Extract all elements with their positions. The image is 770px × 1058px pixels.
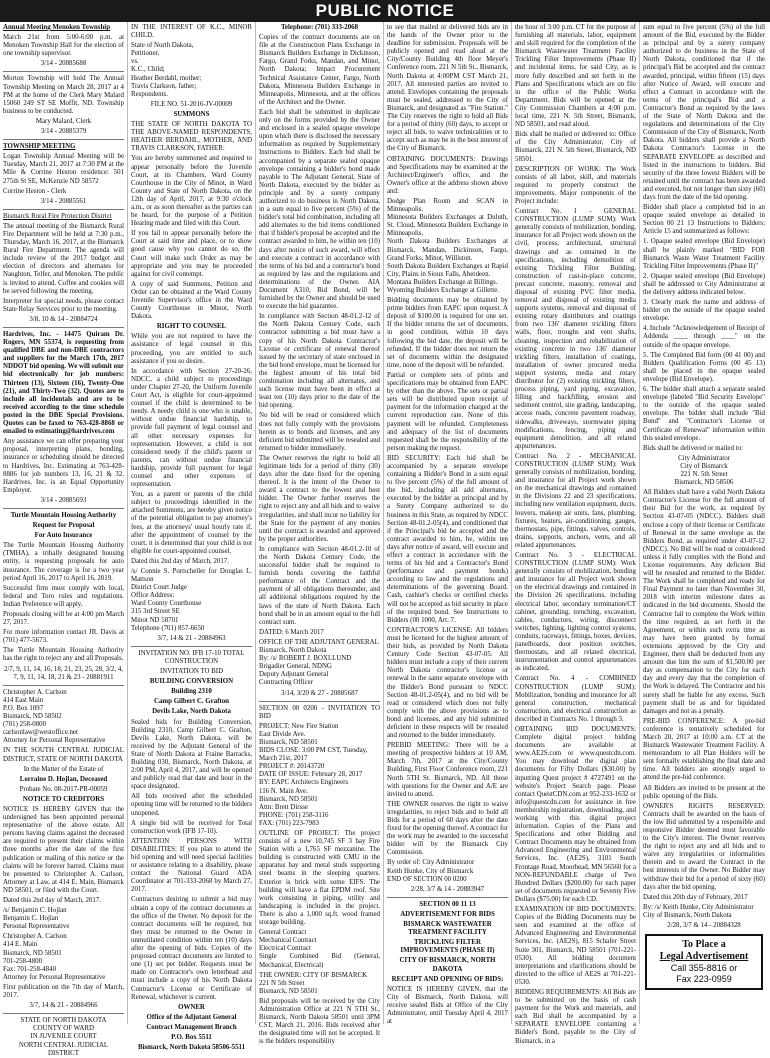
notice-paragraph: to see that mailed or delivered bids are in the hands of the Owner prior to the deadline for submission. Proposals will be publicly opened and read aloud at the City/County Building 4th floor Meyer's Conference room, 221 N 5th St., Bismarck, North Dakota at 4:00PM CST March 21, 2017. All interested parties are invited to attend. Envelopes containing the proposals must be sealed, addressed to the City of Bismarck, and designated as "Fire Station." The City reserves the right to hold all Bids for a period of thirty (60) days, to accept or reject all bids, to waive technicalities or to accept such as may be in the best interest of the City of Bismarck. [387, 24, 508, 153]
notice-paragraph: In the Matter of the Estate of [23, 765, 104, 773]
notice-paragraph: PRE-BID CONFERENCE: A pre-bid conference is tentatively scheduled for March 20, 2017 at 10:00 a.m. CT at the Bismarck Wastewater Treatment Facility. A memorandum to all Plan Holders will be sent formally establishing the final date and time. All bidders are strongly urged to attend the pre-bid conference. [643, 717, 765, 782]
notice-paragraph: PROJECT: New Fire Station East Divide Ave. Bismarck, ND 58501 BIDS CLOSE: 3:00 PM CST, Tuesday, March 21st, 2017 PROJECT #: 20143720 DATE OF ISSUE: February 28, 2017 BY: EAPC Architects Engineers 116 N. Main Ave. Bismarck, ND 58501 Attn: Brett Dirsse PHONE: (701) 258-3116 FAX: (701) 223-7983 [259, 722, 368, 827]
notice-heading: ADVERTISEMENT FOR BIDS [400, 910, 495, 918]
notice-column-5 [512, 22, 640, 1045]
notice-paragraph: ATTENTION PERSONS WITH DISABILITIES: If you plan to attend the bid opening and will need special facilities or assistance relating to a disability, please contact the National Guard ADA Coordinator at 701-333-2068 by March 27, 2017. [131, 837, 252, 894]
notice-paragraph: State of North Dakota, Petitioner, vs. K.C., Child; Heather Berdahl, mother; Travis Clarkson, father; Respondents. [131, 42, 202, 98]
notice-heading: Hardrives, Inc. - 14475 Quiram Dr. Rogers, MN 55374, is requesting from qualified DBE and non-DBE contractors and suppliers for the March 17th, 2017 NDDOT bid opening. We will submit our bid electronically for job numbers: Thirteen (13), Sixteen (16), Twenty-One (21), and Thirty-Two (32). Quotes are to include all incidentals and are to be received according to the time schedule posted in the DBE Special Provisions. Quotes can be faxed to 763-428-8868 or emailed to estimating@hardrives.com [3, 331, 124, 436]
notice-paragraph: 6. The bidder shall attach a separate sealed envelope (labeled "Bid Security Envelope" to the outside of the opaque sealed envelope. The bidder shall include "Bid Bond" and "Contractor's License or Certificate of Renewal" information within this sealed envelope. [643, 386, 765, 442]
notice-paragraph: In compliance with Section 48-01.2-10 of the North Dakota Century Code, the successful bidder shall be required to furnish bonds covering the faithful performance of the Contract and the payment of all obligations thereunder, and all additional obligations required by the laws of the state of North Dakota. Each bond shall be in an amount equal to the full contract sum. [259, 545, 380, 626]
notice-paragraph: 3/14 - 20885693 [40, 496, 87, 504]
notice-paragraph: DATED: 6 March 2017 [259, 628, 324, 636]
notice-column-3 [256, 22, 384, 1046]
notice-paragraph: Successful firm must comply with local, federal and Toro rules and regulations. Indian Preference will apply. [3, 584, 124, 608]
notice-paragraph: The Turtle Mountain Housing Authority has the right to reject any and all Proposals. [3, 647, 124, 663]
notice-paragraph: Corrine Heston - Clerk [3, 187, 67, 195]
notice-paragraph: Morton Township will hold The Annual Township Meeting on March 28, 2017 at 4 PM at the home of the Clerk Mary Malard 15060 249 ST SE Moffit, ND. Township business to be conducted. [3, 75, 124, 115]
notice-paragraph: Probate No. 08-2017-PR-00059 [19, 785, 108, 793]
notice-paragraph: 2. Opaque sealed envelope (Bid Envelope) shall be addressed to City Administrator at the delivery address indicated below. [643, 272, 765, 296]
notice-paragraph: Logan Township Annual Meeting will be Tuesday, March 21, 2017 at 7:30 PM at the Mile & Corrine Heston residence: 501 275th St SE, McKenzie ND 58572 [3, 153, 124, 185]
notice-paragraph: BIDDING REQUIREMENTS: All Bids are to be submitted on the basis of cash payment for the Work and materials, and each Bid shall be accompanied by a SEPARATE ENVELOPE containing a Bidder's Bond, payable to the City of Bismarck, in a [515, 988, 636, 1045]
notice-paragraph: Contract No. 2 - MECHANICAL CONSTRUCTION (LUMP SUM): Work generally consists of mobilization, bonding, and insurance for all Project work shown on the mechanical drawings and contained in the Divisions 22 and 23 specifications, including new ventilation equipment, ducts, louvers, makeup air units, fans, plumbing, fixtures, heaters, air-conditioning, gauges, thermostats, pipe, fittings, valves, controls, drains, supports, anchors, vents, and all related appurtenances. [515, 452, 636, 549]
notice-paragraph: You are hereby summoned and required to appear personally before the Juvenile Court, at its Chambers, Ward County Courthouse in the City of Minot, in Ward County and State of North Dakota, on the 12th day of April, 2017, at 9:30 o'clock a.m., or as soon thereafter as the parties can be heard, for the purpose of a Petition Hearing made and filed with this Court. [131, 155, 252, 228]
notice-heading: Office of the Adjutant General [146, 1013, 237, 1021]
notice-paragraph: All bids received after the scheduled opening time will be returned to the bidders unopened. [131, 793, 252, 817]
notice-paragraph: Dated this 2nd day of March, 2017. [3, 897, 101, 904]
notice-separator [387, 897, 508, 898]
notice-heading: BUILDING CONVERSION [149, 678, 234, 686]
notice-heading: TRICKLING FILTER IMPROVEMENTS (PHASE II) [400, 939, 495, 955]
notice-paragraph: 3. Clearly mark the name and address of bidder on the outside of the opaque sealed envelope. [643, 299, 765, 323]
notice-paragraph: By order of: City Administrator Keith Hunke, City of Bismarck END OF SECTION 00 0200 [387, 859, 475, 883]
notice-paragraph: IN THE SOUTH CENTRAL JUDICIAL DISTRICT, STATE OF NORTH DAKOTA [3, 747, 124, 763]
notice-paragraph: For more information contact JR. Davis at (701) 477-5673. [3, 629, 124, 645]
notice-paragraph: You, as a parent or parents of the child subject to proceedings identified in the attached Summons, are hereby given notice of the potential obligation to pay attorney's fees, at the attorneys' usual hourly rate if, after the appointment of counsel by the court, it is determined that your child is not eligible for court-appointed counsel. [131, 491, 252, 555]
notice-paragraph: Contract No. 3 - ELECTRICAL CONSTRUCTION (LUMP SUM): Work generally consists of mobilization, bonding and insurance for all Project work shown on the electrical drawings and contained in the Division 26 specifications, including electrical labor, secondary termination/CT cabinet, grounding, trenching, excavation, cables, conductors, wiring, disconnect switches, lighting, lighting control systems, conduits, raceways, fittings, boxes, devices, panelboards, door position switches, thermostats, and all related electrical, instrumentation and control appurtenances as indicated. [515, 552, 636, 673]
notice-paragraph: Contractors desiring to submit a bid may obtain a copy of the contract documents at the office of the Owner. No deposit for the contract documents will be required, but they must be returned to the Owner in unmutilated condition within ten (10) days after the opening of bids. Copies of the proposed contract documents are limited to one (1) set per bidder. Requests must be made on Contractor's own letterhead and must include a copy of his North Dakota Contractor's License or Certificate of Renewal, whichever is current. [131, 896, 252, 1001]
notice-paragraph: Proposals closing will be at 4:00 pm March 27, 2017. [3, 611, 124, 627]
notice-paragraph: Bismarck Rural Fire Protection District [3, 212, 112, 220]
notice-paragraph: CONTRACTOR'S LICENSE: All bidders must be licensed for the highest amount of their bids, as provided by North Dakota Century Code Section 43-07-05. All bidders must include a copy of their current North Dakota contractor's license or renewal in the same separate envelope with the Bidder's Bond pursuant to NDCC Section 48-01.2-05(4), and no bid will be read or considered which does not fully comply with the above provisions as to bond and licenses, and any bid submitted deficient in these respects will be resealed and returned to the bidder immediately. [387, 626, 508, 740]
notice-paragraph: Dodge Plan Room and SCAN in Minneapolis. Minnesota Builders Exchanges at Duluth, St. Cloud, Minnesota Builders Exchange in Minneapolis. North Dakota Builders Exchanges at Bismarck, Mandan, Dickinson, Fargo, Grand Forks, Minot, Williston. South Dakota Builders Exchanges at Rapid City, Plains in Sioux Falls, Aberdeen. Montana Builders Exchange at Billings. Wyoming Builders Exchange at Gillette. [387, 197, 508, 294]
notice-separator [3, 685, 124, 686]
notice-heading: NOTICE TO CREDITORS [22, 795, 105, 803]
notice-paragraph: All Bidders shall have a valid North Dakota Contractor's License for the full amount of their Bid for the work, as required by Section 43-07-05 (NDCC). Bidders shall enclose a copy of their license or Certificate of Renewal in the same envelope as the Bidders Bond, as required under 43-07-12 (NDCC). No Bid will be read or considered unless it fully complies with the Bond and License requirements. Any deficient Bid will be resealed and returned to the Bidder. The Work shall be completed and ready for Final Payment no later than November 30, 2018 with interim milestone dates as indicated in the bid documents. Should the Contractor fail to complete the Work within the time required, as set forth in the Agreement, or within such extra time as may have been granted by formal extensions approved by the City and Engineer, there shall be deducted from any amount due him the sum of $1,500.00 per day as compensation to the City for each day and every day that the completion of the Work is delayed. The Contractor and his surety shall be liable for any excess. Such payment shall be as and for liquidated damages and not as a penalty. [643, 489, 765, 715]
notice-paragraph: Partial or complete sets of prints and specifications may be obtained from EAPC by other than the above. The sets or partial sets will be distributed upon receipt of payment for the information charged at the current reproduction rate. None of this payment will be refunded. Completeness and adequacy of the list of documents requested shall be the responsibility of the person making the request. [387, 371, 508, 452]
notice-heading: Devils Lake, North Dakota [152, 708, 231, 716]
notice-heading: RECEIPT AND OPENING OF BIDS: [391, 975, 504, 983]
notice-paragraph: Any assistance we can offer preparing your proposal, interpreting plans, bonding, insurance or scheduling should be directed to Hardrives, Inc. Estimating at 763-428-8886 for job numbers 13, 16, 21 & 32. Hardrives, Inc. is an Equal Opportunity Employer. [3, 438, 124, 494]
notice-paragraph: OUTLINE OF PROJECT: The project consists of a new 10,745 SF 3 bay Fire Station with a 1,765 SF mezzanine. The building is constructed with CMU in the apparatus bay and metal studs supporting steel beams in the sleeping quarters. Exterior is brick with some EIFS. The building will have a flat EPDM roof. Site work consisting in piping, utility and landscaping is included in the project. There is also a 1,000 sq.ft. wood framed storage building. [259, 830, 380, 927]
ad-phone-line: Call 355-8816 or [670, 963, 738, 974]
ad-line-2: Legal Advertisement [659, 951, 749, 963]
notice-paragraph: All Bidders are invited to be present at the public opening of the Bids. [643, 784, 765, 800]
notice-paragraph: By: /s/ Keith Hunke, City Administrator City of Bismarck, North Dakota [643, 903, 754, 919]
notice-paragraph: If you fail to appear personally before the Court at said time and place, or to show good cause why you cannot do so, the Court will make such Order as may be appropriate and you may be proceeded against for civil contempt. [131, 230, 252, 278]
notice-paragraph: 3/7, 14 & 21 - 20884963 [157, 634, 226, 642]
notice-paragraph: Contract No. 1 - GENERAL CONSTRUCTION (LUMP SUM): Work generally consists of mobilization, bonding, insurance for all Project work shown on the civil, process, architectural, structural drawings and as contained in the specifications, including demolition of existing Trickling Filter Building, construction of cast-in-place concrete, precast concrete, masonry, removal and disposal of existing PVC filter media, removal and disposal of existing media supports systems, removal and disposal of existing rotary distributors and coatings from two 136' diameter trickling filters walls, floor, troughs and vent shafts, cleaning, inspection and rehabilitation of existing concrete in two 136' diameter trickling filters, installation of coatings, installation of owner procured media support systems, media and rotary distributor for (2) existing trickling filters, process piping, yard piping, excavation, filling and backfilling, erosion and sediment control, site grading, landscaping, access roads, concrete pavement roadway, sidewalks, driveways, stormwater piping modifications, fencing, piping and equipment demolition, and all related appurtenances. [515, 208, 636, 450]
notice-paragraph: THE OWNER reserves the right to waive irregularities, to reject bids and to hold all Bids for a period of 60 days after the date fixed for the opening thereof. A contract for the work may be awarded to the successful bidder will by the Bismarck City Commission. [387, 800, 508, 857]
notice-paragraph: Bidder shall place a completed bid in an opaque sealed envelope as detailed in Section 00 21 13 Instructions to Bidders; Article 15 and summarized as follows: [643, 204, 765, 236]
notice-columns [0, 22, 770, 1057]
notice-paragraph: NOTICE IS HEREBY GIVEN, that the City of Bismarck, North Dakota, will receive sealed Bids at Office of the City Administrator, until Tuesday April 4, 2017 at [387, 985, 508, 1026]
notice-paragraph: IN THE INTEREST OF K.C., MINOR CHILD. [131, 24, 252, 40]
notice-paragraph: BID SECURITY: Each bid shall be accompanied by a separate envelope containing a Bidder's Bond in a sum equal to five percent (5%) of the full amount of the bid, including all add alternates, executed by the bidder as principal and by a Surety Company authorized to do business in this State, as required by NDCC Section 48-01.2-05(4), and conditioned that if the Principal's bid be accepted and the contract awarded to him, he, within ten days after notice of award, will execute and effect a contract in accordance with the terms of his bid and a Contractor's Bond (performance and payment bonds) according to law and the regulations and determinations of the governing Board. Cash, cashier's checks or certified checks will not be accepted as bid security in place of the required bond. See Instructions to Bidders (00 1000, Art. 7. [387, 454, 508, 624]
notice-paragraph: NOTICE IS HEREBY GIVEN that the undersigned has been appointed personal representative of the above estate. All persons having claims against the deceased are required to present their claims within three months after the date of the first publication or mailing of this notice or the claims will be forever barred. Claims must be presented to Christopher A. Carlson, Attorney at Law, at 414 E. Main, Bismarck ND 58501, or filed with the Court. [3, 805, 124, 894]
notice-column-6 [640, 22, 768, 1024]
notice-paragraph: A single bid will be received for Total construction work (IFB 17-10). [131, 819, 252, 835]
notice-heading: CITY OF BISMARCK, NORTH DAKOTA [399, 957, 496, 973]
notice-paragraph: Dated this 20th day of February, 2017 [643, 893, 748, 901]
notice-heading: SUMMONS [173, 110, 210, 118]
notice-column-4 [384, 22, 512, 1024]
notice-paragraph: 3/8, 10 & 14 - 20884724 [29, 315, 98, 323]
notice-paragraph: 2/28, 3/7 & 14 - 20884328 [667, 922, 741, 930]
notice-paragraph: First publication on the 7th day of March, 2017. [3, 983, 124, 1000]
notice-paragraph: DESCRIPTION OF WORK: The Work consists of all labor, skill, and materials required to properly construct the improvements. Major components of the Project include: [515, 165, 636, 205]
public-notice-banner: PUBLIC NOTICE [0, 0, 770, 22]
notice-paragraph: City Administrator City of Bismarck 221 N. 5th Street Bismarck, ND 58506 [674, 454, 734, 487]
notice-paragraph: INVITATION TO BID [159, 668, 224, 676]
notice-heading: TOWNSHIP MEETING [3, 143, 76, 151]
notice-paragraph: March 21st from 5:00-6:00 p.m. at Menoken Township Hall for the election of one township supervisor. [3, 34, 124, 58]
notice-paragraph: THE OWNER: CITY OF BISMARCK 221 N 5th Street Bismarck, ND 58501 [259, 971, 368, 995]
notice-paragraph: Sealed bids for Building Conversion, Building 2310, Camp Gilbert C. Grafton, Devils Lake, North Dakota, will be received by the Adjutant General of the State of North Dakota at Fraine Barracks, Building 030, Bismarck, North Dakota, at 2:00 PM, April 4, 2017, and will be opened and publicly read that date and hour in the space designated. [131, 718, 252, 791]
legal-ad-box [645, 934, 763, 990]
ad-line-1: To Place a [682, 939, 726, 951]
notice-paragraph: Bidding documents may be obtained by prime bidders from EAPC upon request. A deposit of $100.00 is required for one set. If the bidder returns the set of documents, in good condition, within 10 days following the bid date, the deposit will be refunded. If the bidder does not return the set of documents within the designated time, none of the deposit will be refunded. [387, 297, 508, 369]
notice-paragraph: The Turtle Mountain Housing Authority (TMHA), a tribally designated housing entity, is requesting proposals for auto insurance. The coverage is for a two year period April 16, 2017 to April 16, 2019. [3, 542, 124, 582]
notice-heading: For Auto Insurance [34, 532, 93, 540]
notice-paragraph: 2/28, 3/7 & 14 - 20883947 [410, 885, 485, 893]
notice-separator [3, 1013, 124, 1014]
notice-heading: Camp Gilbert C. Grafton [153, 698, 230, 706]
notice-paragraph: SECTION 00 0200 - INVITATION TO BID [259, 704, 380, 720]
notice-column-6-text [643, 24, 765, 930]
notice-paragraph: Christopher A. Carlson 414 East Main P.O. Box 1097 Bismarck, ND 58502 (701) 258-0800 carlsonlaw@westoffice.net Attorney for Personal Representative [3, 688, 106, 745]
notice-paragraph: General Contract Mechanical Contract Electrical Contract Single Combined Bid (General, Mechanical, Electrical) [259, 929, 380, 969]
notice-paragraph: OWNER'S RIGHTS RESERVED: Contracts shall be awarded on the basis of the low Bid submitted by a responsible and responsive Bidder deemed most favorable to the City's interest. The Owner reserves the right to reject any and all bids and to waive any irregularities or informalities therein and to award the Contract in the best interests of the Owner. No Bidder may withdraw their bid for a period of sixty (60) days after the bid opening. [643, 802, 765, 891]
notice-paragraph: The Owner reserves the right to hold all legitimate bids for a period of thirty (30) days after the date fixed for the opening thereof. It is the intent of the Owner to award a contract to the lowest and best bidder. The Owner further reserves the right to reject any and all bids and to waive irregularities, and shall incur no liability for the State for the payment of any monies until the contract is awarded and approved by the proper authorities. [259, 454, 380, 543]
notice-paragraph: Mary Malard, Clerk [35, 117, 92, 125]
notice-heading: Telephone: (701) 333-2068 [280, 24, 359, 31]
notice-column-2 [128, 22, 256, 1052]
notice-paragraph: In compliance with Section 48-01.2-12 of the North Dakota Century Code, each contractor submitting a bid must have a copy of his North Dakota Contractor's License or certificate of renewal thereof issued by the secretary of state enclosed in the bid bond envelope, must be licensed for the highest amount of his total bid combination including all alternates, and such license must have been in effect at least ten (10) days prior to the date of the bid opening. [259, 313, 380, 410]
notice-paragraph: /s/ Benjamin C. Hojlan Benjamin C. Hojlan Personal Representative [3, 907, 70, 931]
notice-heading: RIGHT TO COUNSEL [156, 323, 227, 331]
notice-paragraph: INVITATION NO. IFB 17-10 TOTAL CONSTRUCTION [138, 649, 245, 665]
notice-separator [259, 701, 380, 702]
notice-paragraph: THE STATE OF NORTH DAKOTA TO THE ABOVE-NAMED RESPONDENTS, HEATHER BERDAHL, MOTHER, AND TRAVIS CLARKSON, FATHER: [131, 121, 252, 153]
notice-heading: Turtle Mountain Housing Authority [10, 511, 117, 519]
notice-paragraph: 3/14 - 20885379 [40, 128, 87, 136]
notice-paragraph: STATE OF NORTH DAKOTA COUNTY OF WARD IN JUVENILE COURT NORTH CENTRAL JUDICIAL DISTRICT [18, 1017, 109, 1057]
notice-paragraph: PREBID MEETING: There will be a meeting of prospective bidders at 10 AM, March 7th, 2017 at the City/County Building, First Floor Conference room, 221 North 5TH St. Bismarck, ND. All those with questions for the Owner and A/E are invited to attend. [387, 742, 508, 798]
notice-heading: BISMARCK WASTEWATER TREATMENT FACILITY [403, 921, 492, 937]
notice-paragraph: Copies of the contract documents are on file at the Construction Plans Exchange in Bismarck Builders Exchange in Dickinson, Fargo, Grand Forks, Mandan, and Minot, North Dakota; Impact Procurement Technical Assistance Center, Fargo, North Dakota, Minnesota Builders Exchange in Minneapolis, Minnesota, and at the offices of the Architect and the Owner. [259, 34, 380, 106]
notice-paragraph: 2/7, 9, 11, 14, 16, 18, 21, 23, 25, 28, 3/2, 4, 7, 9, 11, 14, 18, 21 & 23 - 20881911 [4, 665, 123, 681]
notice-separator [3, 327, 124, 328]
notice-paragraph: No bid will be read or considered which does not fully comply with the provisions herein as to bonds and licenses, and any deficient bid submitted will be resealed and returned to bidder immediately. [259, 412, 380, 452]
notice-heading: Request for Proposal [32, 522, 95, 530]
notice-paragraph: 4. Include "Acknowledgement of Receipt of Addenda ____ through ____" on the outside of the opaque envelope. [643, 325, 765, 349]
notice-paragraph: 3/14, 3/20 & 27 - 20885687 [281, 689, 358, 697]
notice-separator [3, 508, 124, 509]
notice-paragraph: OBTAINING BID DOCUMENTS: Complete digital project bidding documents are available at www.AE2S.com or www.questcdn.com. You may download the digital plan documents for Fifty Dollars ($30.00) by inputting Quest project # 4727491 on the website's Project Search page. Please contact QuestCDN.com at 952-233-1632 or info@questcdn.com for assistance in free membership registration, downloading, and working with this digital project information. Copies of the Plans and Specifications and other Bidding and Contract Documents may be obtained from Advanced Engineering and Environmental Services, Inc. (AE2S), 3101 South Frontage Road, Moorhead, MN 56560 for a NON-REFUNDABLE charge of Two Hundred Dollars ($200.00) for each paper set of documents requested or Seventy Five Dollars ($75.00) for each CD. [515, 725, 636, 903]
notice-paragraph: 1. Opaque sealed envelope (Bid Envelope) shall be plainly marked "BID FOR Bismarck Waste Water Treatment Facility Trickling Filter Improvements (Phase II)" [643, 238, 765, 270]
notice-column-1 [0, 22, 128, 1057]
notice-separator [3, 209, 124, 210]
notice-separator [3, 139, 124, 140]
notice-paragraph: The annual meeting of the Bismarck Rural Fire Department will be held at 7:30 p.m., Thursday, March 16, 2017, at the Bismarck Rural Fire Department. The agenda will include review of the 2017 budget and election of directors and alternates for Naughton, Telfer, and Menoken. The public is invited to attend. Coffee and cookies will be served following the meeting. [3, 222, 124, 295]
notice-paragraph: OBTAINING DOCUMENTS: Drawings and Specifications may be examined at the Architect/Engineer's office, and the Owner's office at the address shown above and: [387, 155, 508, 195]
notice-heading: P.O. Box 5511 [171, 1033, 212, 1041]
notice-paragraph: Contract No. 4 - COMBINED CONSTRUCTION (LUMP SUM): Mobilization, bonding and insurance for all general construction, mechanical construction, and electrical construction as described in Contracts No. 1 through 3. [515, 675, 636, 723]
notice-heading: Contract Management Branch [146, 1023, 237, 1031]
notice-paragraph: 3/7, 14 & 21 - 20884966 [29, 1002, 98, 1010]
notice-separator [3, 71, 124, 72]
notice-heading: Bismarck, North Dakota 58506-5511 [137, 1044, 246, 1052]
notice-paragraph: /s/ Connie S. Portscheller for Douglas L. Mattson District Court Judge Office Address: Ward County Courthouse 315 3rd Street SE Minot ND 58701 Telephone (701) 857-6650 [131, 568, 252, 632]
notice-paragraph: Each bid shall be submitted in duplicate only on the forms provided by the Owner and enclosed in a sealed opaque envelope upon which there is disclosed the necessary information as required by Supplementary Instructions to Bidders. Each bid shall be accompanied by a separate sealed opaque envelope containing a bidder's bond made payable to The Adjutant General, State of North Dakota, executed by the bidder as principle and by a surety company authorized to do business in North Dakota, in a sum equal to five percent (5%) of the bidder's total bid combination, including all add alternates to the bid items conditioned that if bidder's proposal be accepted and the contract awarded to him, he within ten (10) days after notice of such award, will effect and execute a contract in accordance with the terms of his bid and a contractor's bond as required by law and the regulations and determinations of the Owner. AIA Document A310, Bid Bond, will be furnished by the Owner and should be used to execute the bid guarantee. [259, 108, 380, 311]
notice-heading: Lorraine D. Hojlan, Deceased [19, 775, 108, 783]
notice-paragraph: the hour of 3:00 p.m. CT for the purpose of furnishing all materials, labor, equipment and skill required for the completion of the Bismarck Wastewater Treatment Facility Trickling Filter Improvements (Phase II) and incidental items, for said City, as is more fully described and set forth in the Plans and Specifications which are on file in the office of the Public Works Department. Bids will be opened at the City Commission Chambers at 4:00 p.m. local time, 221 N. 5th Street, Bismarck, ND 58501, and read aloud. [515, 24, 636, 129]
notice-paragraph: OFFICE OF THE ADJUTANT GENERAL Bismarck, North Dakota By: /s/ ROBERT J. BOXLLUND Brigadier General, NDNG Deputy Adjutant General Contracting Officer [259, 638, 379, 687]
notice-paragraph: Bid proposals will be received by the City Administration Office at 221 N 5TH St., Bismarck, North Dakota 58501 until 3PM CST, March 21, 2016. Bids received after the designated time will not be accepted. It is the bidders responsibility [259, 997, 380, 1046]
notice-paragraph: While you are not required to have the assistance of legal counsel in this proceeding, you are entitled to such assistance if you so desire. [131, 333, 252, 365]
notice-paragraph: In accordance with Section 27-20-26, NDCC, a child subject to proceedings under Chapter 27-20, the Uniform Juvenile Court Act, is eligible for court-appointed counsel if the child is determined to be needy. A needy child is one who is unable, without undue financial hardship, to provide full payment of legal counsel and all other necessary expenses for representation. However, a child is not considered needy if the child's parent or parents, can without undue financial hardship, provide full payment for legal counsel and other expenses of representation. [131, 367, 252, 489]
notice-paragraph: 5. The Completed Bid form (00 41 00) and Bidders Qualification Forms (00 45 13) shall be placed in the opaque sealed envelope (Bid Envelope). [643, 351, 765, 383]
notice-heading: Building 2310 [171, 688, 212, 696]
notice-heading: Annual Meeting Menoken Township [3, 24, 111, 31]
notice-paragraph: Bids shall be delivered or mailed to: [643, 444, 743, 452]
notice-paragraph: sum equal to five percent (5%) of the full amount of the Bid, executed by the Bidder as principal and by a surety company authorized to do business in the State of North Dakota, conditioned that if the principal's Bid be accepted and the contract awarded, principal, within fifteen (15) days after Notice of Award, will execute and effect a Contract in accordance with the terms of the principal's Bid and a Contractor's Bond as required by the laws of the State of North Dakota and the regulations and determinations of the City Commission of the City of Bismarck, North Dakota. All bidders shall provide a North Dakota Contractor's License in the SEPARATE ENVELOPE as described and listed in the instructions to bidders. Bid security of the three lowest Bidders will be retained until the contract has been awarded and executed, but not longer than sixty (60) days from the date of the bid opening. [643, 24, 765, 201]
notice-paragraph: Dated this 2nd day of March, 2017. [131, 557, 229, 565]
notice-paragraph: 3/14 - 20885688 [40, 60, 87, 68]
notice-paragraph: FILE NO. 51-2016-JV-00009 [150, 100, 233, 108]
notice-separator [131, 646, 252, 647]
notice-paragraph: Bids shall be mailed or delivered to: Office of the City Administrator, City of Bismarck, 221 N. 5th Street, Bismarck, ND 58501. [515, 131, 636, 163]
notice-paragraph: Christopher A. Carlson 414 E. Main Bismarck, ND 58501 701-258-4800 Fax: 701-258-4840 Attorney for Personal Representative [3, 933, 106, 981]
notice-paragraph: EXAMINATION OF BID DOCUMENTS: Copies of the Bidding Documents may be seen and examined at the office of Advanced Engineering and Environmental Services, Inc. (AE2S), 815 Schafer Street Suite 301, Bismarck, ND 58501 (701-221-0530). All bidding document interpretations and clarifications should be directed to the office of AE2S at 701-221-0530. [515, 906, 636, 986]
notice-paragraph: A copy of said Summons, Petition and Order can be obtained at the Ward County Juvenile Supervisor's office in the Ward County Courthouse in Minot, North Dakota. [131, 280, 252, 321]
notice-heading: SECTION 00 11 13 [419, 900, 476, 908]
notice-paragraph: Interpreter for special needs, please contact State Relay Services prior to the meeting. [3, 297, 124, 313]
notice-paragraph: 3/14 - 20885561 [40, 197, 87, 205]
ad-fax-line: Fax 223-0959 [676, 974, 732, 985]
notice-heading: OWNER [178, 1003, 205, 1011]
